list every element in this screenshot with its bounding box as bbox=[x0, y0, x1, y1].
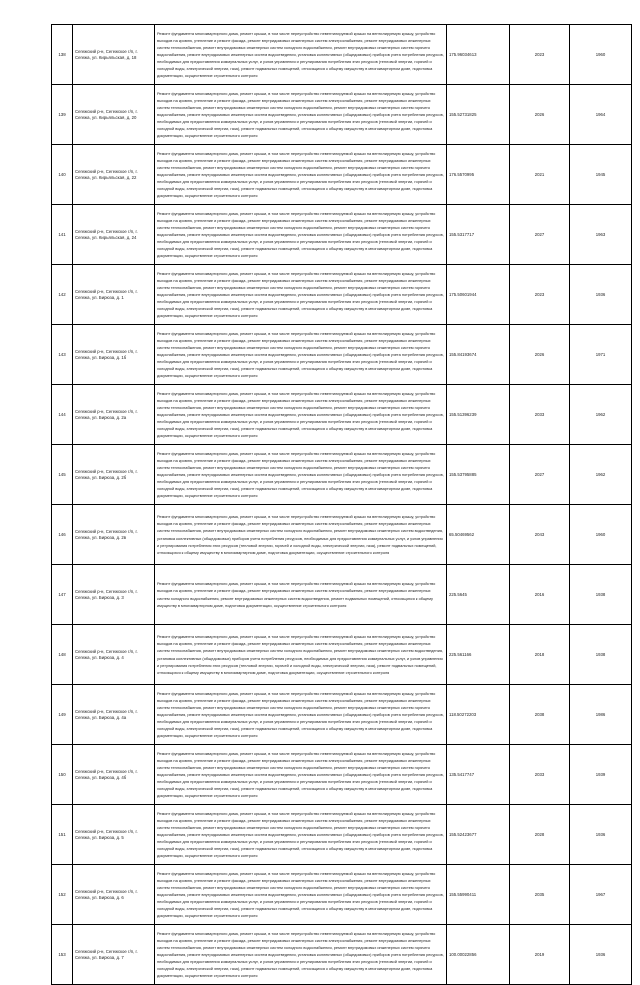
table-row bbox=[52, 25, 632, 85]
build-year-cell: 1936 bbox=[570, 925, 632, 985]
table-row bbox=[52, 565, 632, 625]
build-year-cell: 1963 bbox=[570, 205, 632, 265]
address-cell: Сегежский р-н, Сегежское г/п, г. Сегежа, ул. Бирюза, д. 7 bbox=[73, 925, 155, 985]
build-year-cell: 1962 bbox=[570, 445, 632, 505]
address-cell: Сегежский р-н, Сегежское г/п, г. Сегежа, ул. Бирюза, д. 2а bbox=[73, 385, 155, 445]
row-number-cell: 152 bbox=[52, 865, 73, 925]
table-row bbox=[52, 625, 632, 685]
planned-year-cell: 2033 bbox=[510, 745, 570, 805]
row-number-cell: 151 bbox=[52, 805, 73, 865]
work-description-text: Ремонт фундамента многоквартирного дома, ремонт крыши, в том числе переустройство невентилируемой крыши на вентилируемую крышу, устройство выходов на кровлю, утепление и ремонт фасада, ремонт внутридомовых инженерных систем электроснабжения, ремонт внутридомовых инженерных систем теплоснабжения, ремонт внутридомовых инженерных систем холодного водоснабжения, ремонт внутридомовых инженерных систем горячего водоснабжения, ремонт внутридомовых инженерных систем водоотведения, установка коллективных (общедомовых) приборов учета потребления ресурсов, необходимых для предоставления коммунальных услуг, и узлов управления и регулирования потребления этих ресурсов (тепловой энергии, горячей и холодной воды, электрической энергии, газа), ремонт подвальных помещений, относящихся к общему имуществу в многоквартирном доме, подготовка документации, осуществление строительного контроля bbox=[157, 450, 444, 499]
address-cell: Сегежский р-н, Сегежское г/п, г. Сегежа, ул. Бирюза, д. 4 bbox=[73, 625, 155, 685]
table-row bbox=[52, 205, 632, 265]
planned-year-cell: 2021 bbox=[510, 145, 570, 205]
cost-cell: 118.50272203 bbox=[447, 685, 510, 745]
planned-year-cell: 2038 bbox=[510, 685, 570, 745]
row-number-cell: 148 bbox=[52, 625, 73, 685]
work-description-cell bbox=[155, 505, 447, 565]
cost-cell: 155.52423677 bbox=[447, 805, 510, 865]
planned-year-cell: 2026 bbox=[510, 85, 570, 145]
work-description-text: Ремонт фундамента многоквартирного дома, ремонт крыши, в том числе переустройство невентилируемой крыши на вентилируемую крышу, устройство выходов на кровлю, утепление и ремонт фасада, ремонт внутридомовых инженерных систем электроснабжения, ремонт внутридомовых инженерных систем теплоснабжения, ремонт внутридомовых инженерных систем холодного водоснабжения, ремонт внутридомовых инженерных систем водоотведения, установка коллективных (общедомовых) приборов учета потребления ресурсов, необходимых для предоставления коммунальных услуг, и узлов управления и регулирования потребления этих ресурсов (тепловой энергии, горячей и холодной воды, электрической энергии, газа), ремонт подвальных помещений, относящихся к общему имуществу в многоквартирном доме, подготовка документации, осуществление строительного контроля bbox=[157, 514, 444, 555]
cost-cell: 65.50469562 bbox=[447, 505, 510, 565]
row-number-cell: 141 bbox=[52, 205, 73, 265]
work-description-text: Ремонт фундамента многоквартирного дома, ремонт крыши, в том числе переустройство невентилируемой крыши на вентилируемую крышу, устройство выходов на кровлю, утепление и ремонт фасада, ремонт внутридомовых инженерных систем электроснабжения, ремонт внутридомовых инженерных систем теплоснабжения, ремонт внутридомовых инженерных систем холодного водоснабжения, ремонт внутридомовых инженерных систем горячего водоснабжения, ремонт внутридомовых инженерных систем водоотведения, установка коллективных (общедомовых) приборов учета потребления ресурсов, необходимых для предоставления коммунальных услуг, и узлов управления и регулирования потребления этих ресурсов (тепловой энергии, горячей и холодной воды, электрической энергии, газа), ремонт подвальных помещений, относящихся к общему имуществу в многоквартирном доме, подготовка документации, осуществление строительного контроля bbox=[157, 690, 444, 739]
work-description-cell bbox=[155, 265, 447, 325]
work-description-cell bbox=[155, 385, 447, 445]
work-description-text: Ремонт фундамента многоквартирного дома, ремонт крыши, в том числе переустройство невентилируемой крыши на вентилируемую крышу, устройство выходов на кровлю, утепление и ремонт фасада, ремонт внутридомовых инженерных систем электроснабжения, ремонт внутридомовых инженерных систем теплоснабжения, ремонт внутридомовых инженерных систем холодного водоснабжения, ремонт внутридомовых инженерных систем горячего водоснабжения, ремонт внутридомовых инженерных систем водоотведения, установка коллективных (общедомовых) приборов учета потребления ресурсов, необходимых для предоставления коммунальных услуг, и узлов управления и регулирования потребления этих ресурсов (тепловой энергии, горячей и холодной воды, электрической энергии, газа), ремонт подвальных помещений, относящихся к общему имуществу в многоквартирном доме, подготовка документации, осуществление строительного контроля bbox=[157, 30, 444, 79]
cost-cell: 175.96034613 bbox=[447, 25, 510, 85]
row-number-cell: 145 bbox=[52, 445, 73, 505]
table-row bbox=[52, 325, 632, 385]
build-year-cell: 1939 bbox=[570, 745, 632, 805]
cost-cell: 155.55990411 bbox=[447, 865, 510, 925]
work-description-text: Ремонт фундамента многоквартирного дома, ремонт крыши, в том числе переустройство невентилируемой крыши на вентилируемую крышу, устройство выходов на кровлю, утепление и ремонт фасада, ремонт внутридомовых инженерных систем электроснабжения, ремонт внутридомовых инженерных систем теплоснабжения, ремонт внутридомовых инженерных систем холодного водоснабжения, ремонт внутридомовых инженерных систем горячего водоснабжения, ремонт внутридомовых инженерных систем водоотведения, установка коллективных (общедомовых) приборов учета потребления ресурсов, необходимых для предоставления коммунальных услуг, и узлов управления и регулирования потребления этих ресурсов (тепловой энергии, горячей и холодной воды, электрической энергии, газа), ремонт подвальных помещений, относящихся к общему имуществу в многоквартирном доме, подготовка документации, осуществление строительного контроля bbox=[157, 270, 444, 319]
planned-year-cell: 2027 bbox=[510, 445, 570, 505]
cost-cell: 100.00022856 bbox=[447, 925, 510, 985]
planned-year-cell: 2028 bbox=[510, 805, 570, 865]
build-year-cell: 1936 bbox=[570, 265, 632, 325]
work-description-text: Ремонт фундамента многоквартирного дома, ремонт крыши, в том числе переустройство невентилируемой крыши на вентилируемую крышу, устройство выходов на кровлю, утепление и ремонт фасада, ремонт внутридомовых инженерных систем электроснабжения, ремонт внутридомовых инженерных систем теплоснабжения, ремонт внутридомовых инженерных систем холодного водоснабжения, ремонт внутридомовых инженерных систем горячего водоснабжения, ремонт внутридомовых инженерных систем водоотведения, установка коллективных (общедомовых) приборов учета потребления ресурсов, необходимых для предоставления коммунальных услуг, и узлов управления и регулирования потребления этих ресурсов (тепловой энергии, горячей и холодной воды, электрической энергии, газа), ремонт подвальных помещений, относящихся к общему имуществу в многоквартирном доме, подготовка документации, осуществление строительного контроля bbox=[157, 390, 444, 439]
work-description-cell bbox=[155, 805, 447, 865]
work-description-text: Ремонт фундамента многоквартирного дома, ремонт крыши, в том числе переустройство невентилируемой крыши на вентилируемую крышу, устройство выходов на кровлю, утепление и ремонт фасада, ремонт внутридомовых инженерных систем электроснабжения, ремонт внутридомовых инженерных систем теплоснабжения, ремонт внутридомовых инженерных систем холодного водоснабжения, ремонт внутридомовых инженерных систем горячего водоснабжения, ремонт внутридомовых инженерных систем водоотведения, установка коллективных (общедомовых) приборов учета потребления ресурсов, необходимых для предоставления коммунальных услуг, и узлов управления и регулирования потребления этих ресурсов (тепловой энергии, горячей и холодной воды, электрической энергии, газа), ремонт подвальных помещений, относящихся к общему имуществу в многоквартирном доме, подготовка документации, осуществление строительного контроля bbox=[157, 150, 444, 199]
work-description-text: Ремонт фундамента многоквартирного дома, ремонт крыши, в том числе переустройство невентилируемой крыши на вентилируемую крышу, устройство выходов на кровлю, утепление и ремонт фасада, ремонт внутридомовых инженерных систем электроснабжения, ремонт внутридомовых инженерных систем теплоснабжения, ремонт внутридомовых инженерных систем холодного водоснабжения, ремонт внутридомовых инженерных систем горячего водоснабжения, ремонт внутридомовых инженерных систем водоотведения, установка коллективных (общедомовых) приборов учета потребления ресурсов, необходимых для предоставления коммунальных услуг, и узлов управления и регулирования потребления этих ресурсов (тепловой энергии, горячей и холодной воды, электрической энергии, газа), ремонт подвальных помещений, относящихся к общему имуществу в многоквартирном доме, подготовка документации, осуществление строительного контроля bbox=[157, 810, 444, 859]
table-row bbox=[52, 805, 632, 865]
work-description-text: Ремонт фундамента многоквартирного дома, ремонт крыши, в том числе переустройство невентилируемой крыши на вентилируемую крышу, устройство выходов на кровлю, утепление и ремонт фасада, ремонт внутридомовых инженерных систем электроснабжения, ремонт внутридомовых инженерных систем теплоснабжения, ремонт внутридомовых инженерных систем холодного водоснабжения, ремонт внутридомовых инженерных систем горячего водоснабжения, ремонт внутридомовых инженерных систем водоотведения, установка коллективных (общедомовых) приборов учета потребления ресурсов, необходимых для предоставления коммунальных услуг, и узлов управления и регулирования потребления этих ресурсов (тепловой энергии, горячей и холодной воды, электрической энергии, газа), ремонт подвальных помещений, относящихся к общему имуществу в многоквартирном доме, подготовка документации, осуществление строительного контроля bbox=[157, 870, 444, 919]
work-description-cell bbox=[155, 325, 447, 385]
work-description-text: Ремонт фундамента многоквартирного дома, ремонт крыши, в том числе переустройство невентилируемой крыши на вентилируемую крышу, устройство выходов на кровлю, утепление и ремонт фасада, ремонт внутридомовых инженерных систем электроснабжения, ремонт внутридомовых инженерных систем теплоснабжения, ремонт внутридомовых инженерных систем холодного водоснабжения, ремонт внутридомовых инженерных систем водоотведения, установка коллективных (общедомовых) приборов учета потребления ресурсов, необходимых для предоставления коммунальных услуг, и узлов управления и регулирования потребления этих ресурсов (тепловой энергии, горячей и холодной воды, электрической энергии, газа), ремонт подвальных помещений, относящихся к общему имуществу в многоквартирном доме, подготовка документации, осуществление строительного контроля bbox=[157, 634, 444, 675]
address-cell: Сегежский р-н, Сегежское г/п, г. Сегежа, ул. Кирьяльская, д. 24 bbox=[73, 205, 155, 265]
work-description-text: Ремонт фундамента многоквартирного дома, ремонт крыши, в том числе переустройство невентилируемой крыши на вентилируемую крышу, устройство выходов на кровлю, утепление и ремонт фасада, ремонт внутридомовых инженерных систем электроснабжения, ремонт внутридомовых инженерных систем холодного водоснабжения, ремонт внутридомовых инженерных систем водоотведения, ремонт подвальных помещений, относящихся к общему имуществу в многоквартирном доме, подготовка документации, осуществление строительного контроля bbox=[157, 581, 436, 608]
table-row bbox=[52, 865, 632, 925]
cost-cell: 225.5645 bbox=[447, 565, 510, 625]
build-year-cell: 1936 bbox=[570, 805, 632, 865]
row-number-cell: 138 bbox=[52, 25, 73, 85]
address-cell: Сегежский р-н, Сегежское г/п, г. Сегежа, ул. Бирюза, д. 3 bbox=[73, 565, 155, 625]
work-description-cell bbox=[155, 565, 447, 625]
address-cell: Сегежский р-н, Сегежское г/п, г. Сегежа, ул. Бирюза, д. 1б bbox=[73, 325, 155, 385]
planned-year-cell: 2026 bbox=[510, 325, 570, 385]
cost-cell: 135.5417747 bbox=[447, 745, 510, 805]
row-number-cell: 150 bbox=[52, 745, 73, 805]
build-year-cell: 1960 bbox=[570, 505, 632, 565]
planned-year-cell: 2027 bbox=[510, 205, 570, 265]
build-year-cell: 1938 bbox=[570, 565, 632, 625]
row-number-cell: 149 bbox=[52, 685, 73, 745]
table-body bbox=[52, 25, 632, 985]
table-row bbox=[52, 385, 632, 445]
build-year-cell: 1962 bbox=[570, 385, 632, 445]
document-page bbox=[51, 24, 616, 985]
work-description-cell bbox=[155, 625, 447, 685]
address-cell: Сегежский р-н, Сегежское г/п, г. Сегежа, ул. Бирюза, д. 2в bbox=[73, 505, 155, 565]
row-number-cell: 146 bbox=[52, 505, 73, 565]
planned-year-cell: 2023 bbox=[510, 265, 570, 325]
cost-cell: 225.561166 bbox=[447, 625, 510, 685]
work-description-cell bbox=[155, 685, 447, 745]
address-cell: Сегежский р-н, Сегежское г/п, г. Сегежа, ул. Кирьяльская, д. 18 bbox=[73, 25, 155, 85]
cost-cell: 155.52731825 bbox=[447, 85, 510, 145]
address-cell: Сегежский р-н, Сегежское г/п, г. Сегежа, ул. Бирюза, д. 4а bbox=[73, 685, 155, 745]
table-row bbox=[52, 445, 632, 505]
build-year-cell: 1986 bbox=[570, 685, 632, 745]
row-number-cell: 139 bbox=[52, 85, 73, 145]
row-number-cell: 147 bbox=[52, 565, 73, 625]
row-number-cell: 153 bbox=[52, 925, 73, 985]
build-year-cell: 1960 bbox=[570, 25, 632, 85]
cost-cell: 155.53795885 bbox=[447, 445, 510, 505]
build-year-cell: 1945 bbox=[570, 145, 632, 205]
planned-year-cell: 2018 bbox=[510, 625, 570, 685]
work-description-text: Ремонт фундамента многоквартирного дома, ремонт крыши, в том числе переустройство невентилируемой крыши на вентилируемую крышу, устройство выходов на кровлю, утепление и ремонт фасада, ремонт внутридомовых инженерных систем электроснабжения, ремонт внутридомовых инженерных систем теплоснабжения, ремонт внутридомовых инженерных систем холодного водоснабжения, ремонт внутридомовых инженерных систем горячего водоснабжения, ремонт внутридомовых инженерных систем водоотведения, установка коллективных (общедомовых) приборов учета потребления ресурсов, необходимых для предоставления коммунальных услуг, и узлов управления и регулирования потребления этих ресурсов (тепловой энергии, горячей и холодной воды, электрической энергии, газа), ремонт подвальных помещений, относящихся к общему имуществу в многоквартирном доме, подготовка документации, осуществление строительного контроля bbox=[157, 330, 444, 379]
work-description-text: Ремонт фундамента многоквартирного дома, ремонт крыши, в том числе переустройство невентилируемой крыши на вентилируемую крышу, устройство выходов на кровлю, утепление и ремонт фасада, ремонт внутридомовых инженерных систем электроснабжения, ремонт внутридомовых инженерных систем теплоснабжения, ремонт внутридомовых инженерных систем холодного водоснабжения, ремонт внутридомовых инженерных систем горячего водоснабжения, ремонт внутридомовых инженерных систем водоотведения, установка коллективных (общедомовых) приборов учета потребления ресурсов, необходимых для предоставления коммунальных услуг, и узлов управления и регулирования потребления этих ресурсов (тепловой энергии, горячей и холодной воды, электрической энергии, газа), ремонт подвальных помещений, относящихся к общему имуществу в многоквартирном доме, подготовка документации, осуществление строительного контроля bbox=[157, 90, 444, 139]
capital-repair-table bbox=[51, 24, 632, 985]
work-description-cell bbox=[155, 85, 447, 145]
work-description-text: Ремонт фундамента многоквартирного дома, ремонт крыши, в том числе переустройство невентилируемой крыши на вентилируемую крышу, устройство выходов на кровлю, утепление и ремонт фасада, ремонт внутридомовых инженерных систем электроснабжения, ремонт внутридомовых инженерных систем теплоснабжения, ремонт внутридомовых инженерных систем холодного водоснабжения, ремонт внутридомовых инженерных систем горячего водоснабжения, ремонт внутридомовых инженерных систем водоотведения, установка коллективных (общедомовых) приборов учета потребления ресурсов, необходимых для предоставления коммунальных услуг, и узлов управления и регулирования потребления этих ресурсов (тепловой энергии, горячей и холодной воды, электрической энергии, газа), ремонт подвальных помещений, относящихся к общему имуществу в многоквартирном доме, подготовка документации, осуществление строительного контроля bbox=[157, 930, 444, 979]
work-description-text: Ремонт фундамента многоквартирного дома, ремонт крыши, в том числе переустройство невентилируемой крыши на вентилируемую крышу, устройство выходов на кровлю, утепление и ремонт фасада, ремонт внутридомовых инженерных систем электроснабжения, ремонт внутридомовых инженерных систем теплоснабжения, ремонт внутридомовых инженерных систем холодного водоснабжения, ремонт внутридомовых инженерных систем горячего водоснабжения, ремонт внутридомовых инженерных систем водоотведения, установка коллективных (общедомовых) приборов учета потребления ресурсов, необходимых для предоставления коммунальных услуг, и узлов управления и регулирования потребления этих ресурсов (тепловой энергии, горячей и холодной воды, электрической энергии, газа), ремонт подвальных помещений, относящихся к общему имуществу в многоквартирном доме, подготовка документации, осуществление строительного контроля bbox=[157, 750, 444, 799]
planned-year-cell: 2023 bbox=[510, 25, 570, 85]
address-cell: Сегежский р-н, Сегежское г/п, г. Сегежа, ул. Бирюза, д. 5 bbox=[73, 805, 155, 865]
row-number-cell: 140 bbox=[52, 145, 73, 205]
planned-year-cell: 2016 bbox=[510, 565, 570, 625]
work-description-cell bbox=[155, 925, 447, 985]
cost-cell: 176.5570995 bbox=[447, 145, 510, 205]
address-cell: Сегежский р-н, Сегежское г/п, г. Сегежа, ул. Кирьяльская, д. 22 bbox=[73, 145, 155, 205]
address-cell: Сегежский р-н, Сегежское г/п, г. Сегежа, ул. Бирюза, д. 4б bbox=[73, 745, 155, 805]
planned-year-cell: 2033 bbox=[510, 385, 570, 445]
work-description-cell bbox=[155, 865, 447, 925]
row-number-cell: 144 bbox=[52, 385, 73, 445]
work-description-text: Ремонт фундамента многоквартирного дома, ремонт крыши, в том числе переустройство невентилируемой крыши на вентилируемую крышу, устройство выходов на кровлю, утепление и ремонт фасада, ремонт внутридомовых инженерных систем электроснабжения, ремонт внутридомовых инженерных систем теплоснабжения, ремонт внутридомовых инженерных систем холодного водоснабжения, ремонт внутридомовых инженерных систем горячего водоснабжения, ремонт внутридомовых инженерных систем водоотведения, установка коллективных (общедомовых) приборов учета потребления ресурсов, необходимых для предоставления коммунальных услуг, и узлов управления и регулирования потребления этих ресурсов (тепловой энергии, горячей и холодной воды, электрической энергии, газа), ремонт подвальных помещений, относящихся к общему имуществу в многоквартирном доме, подготовка документации, осуществление строительного контроля bbox=[157, 210, 444, 259]
row-number-cell: 142 bbox=[52, 265, 73, 325]
row-number-cell: 143 bbox=[52, 325, 73, 385]
cost-cell: 175.50601944 bbox=[447, 265, 510, 325]
address-cell: Сегежский р-н, Сегежское г/п, г. Сегежа, ул. Бирюза, д. 6 bbox=[73, 865, 155, 925]
build-year-cell: 1964 bbox=[570, 85, 632, 145]
work-description-cell bbox=[155, 745, 447, 805]
planned-year-cell: 2035 bbox=[510, 865, 570, 925]
work-description-cell bbox=[155, 205, 447, 265]
work-description-cell bbox=[155, 445, 447, 505]
planned-year-cell: 2019 bbox=[510, 925, 570, 985]
planned-year-cell: 2043 bbox=[510, 505, 570, 565]
address-cell: Сегежский р-н, Сегежское г/п, г. Сегежа, ул. Бирюза, д. 1 bbox=[73, 265, 155, 325]
address-cell: Сегежский р-н, Сегежское г/п, г. Сегежа, ул. Кирьяльская, д. 20 bbox=[73, 85, 155, 145]
table-row bbox=[52, 85, 632, 145]
address-cell: Сегежский р-н, Сегежское г/п, г. Сегежа, ул. Бирюза, д. 2б bbox=[73, 445, 155, 505]
table-row bbox=[52, 685, 632, 745]
work-description-cell bbox=[155, 25, 447, 85]
build-year-cell: 1971 bbox=[570, 325, 632, 385]
table-row bbox=[52, 925, 632, 985]
table-row bbox=[52, 745, 632, 805]
cost-cell: 155.84193674 bbox=[447, 325, 510, 385]
build-year-cell: 1938 bbox=[570, 625, 632, 685]
table-row bbox=[52, 265, 632, 325]
work-description-cell bbox=[155, 145, 447, 205]
build-year-cell: 1967 bbox=[570, 865, 632, 925]
cost-cell: 155.51396239 bbox=[447, 385, 510, 445]
table-row bbox=[52, 145, 632, 205]
table-row bbox=[52, 505, 632, 565]
cost-cell: 155.5317717 bbox=[447, 205, 510, 265]
